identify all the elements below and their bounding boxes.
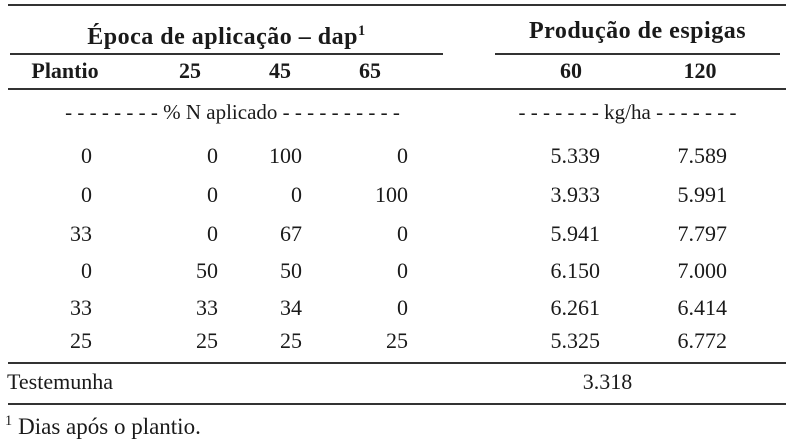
table-cell: 34 [280,295,302,320]
table-cell: 25 [386,328,408,353]
group-header-producao [495,16,780,46]
table-cell: 0 [207,182,218,207]
rule-under-producao [495,53,780,55]
table-cell: 25 [70,328,92,353]
group-header-epoca [10,16,443,50]
unit-row [0,99,791,125]
table-row [0,258,791,284]
footnote-sup: 1 [5,413,13,429]
unit-label-n-aplicado: - - - - - - - - % N aplicado - - - - - - - - - - [65,100,400,124]
table-cell: 0 [81,143,92,168]
table-cell: 7.797 [677,221,727,246]
table-cell: 25 [196,328,218,353]
table-cell: 7.589 [677,143,727,168]
table-cell: 5.325 [550,328,600,353]
table-cell: 0 [397,258,408,283]
table-row [0,143,791,169]
footnote-text: Dias após o plantio. [18,413,201,439]
column-header-120: 120 [683,58,717,83]
rule-under-epoca [10,53,443,55]
column-header-60: 60 [560,58,582,83]
table-cell: 33 [70,221,92,246]
table-row [0,295,791,321]
table-cell: 0 [207,221,218,246]
table-cell: 0 [207,143,218,168]
testemunha-row [0,369,791,395]
table-cell: 0 [397,143,408,168]
table-cell: 0 [397,295,408,320]
rule-above-testemunha [8,362,786,364]
table-cell: 33 [196,295,218,320]
table-cell: 50 [196,258,218,283]
unit-label-kgha: - - - - - - - kg/ha - - - - - - - [518,100,737,124]
rule-top [8,4,786,6]
table-row [0,182,791,208]
table-cell: 7.000 [677,258,727,283]
table-cell: 25 [280,328,302,353]
table-cell: 6.261 [550,295,600,320]
footnote [5,406,201,439]
testemunha-label: Testemunha [7,369,113,394]
table-cell: 50 [280,258,302,283]
column-header-25: 25 [179,58,201,83]
table-cell: 0 [81,258,92,283]
table-cell: 67 [280,221,302,246]
table-cell: 5.941 [550,221,600,246]
table-cell: 3.933 [550,182,600,207]
table-cell: 5.339 [550,143,600,168]
table-cell: 6.150 [550,258,600,283]
group-header-epoca-label: Época de aplicação – dap [87,24,358,50]
table-cell: 5.991 [677,182,727,207]
column-header-45: 45 [269,58,291,83]
group-header-producao-label: Produção de espigas [528,18,747,44]
table-row [0,221,791,247]
testemunha-value: 3.318 [582,369,633,394]
rule-under-column-headers [8,88,786,90]
table-cell: 6.414 [677,295,727,320]
rule-bottom [8,403,786,405]
column-header-row [0,58,791,84]
table-cell: 100 [269,143,302,168]
table-row [0,328,791,354]
table-cell: 0 [291,182,302,207]
table-cell: 0 [397,221,408,246]
column-header-plantio: Plantio [31,58,99,83]
table-cell: 33 [70,295,92,320]
column-header-65: 65 [359,58,381,83]
footnote-marker: 1 [358,23,366,39]
table-cell: 0 [81,182,92,207]
table-cell: 6.772 [677,328,727,353]
table-cell: 100 [375,182,408,207]
